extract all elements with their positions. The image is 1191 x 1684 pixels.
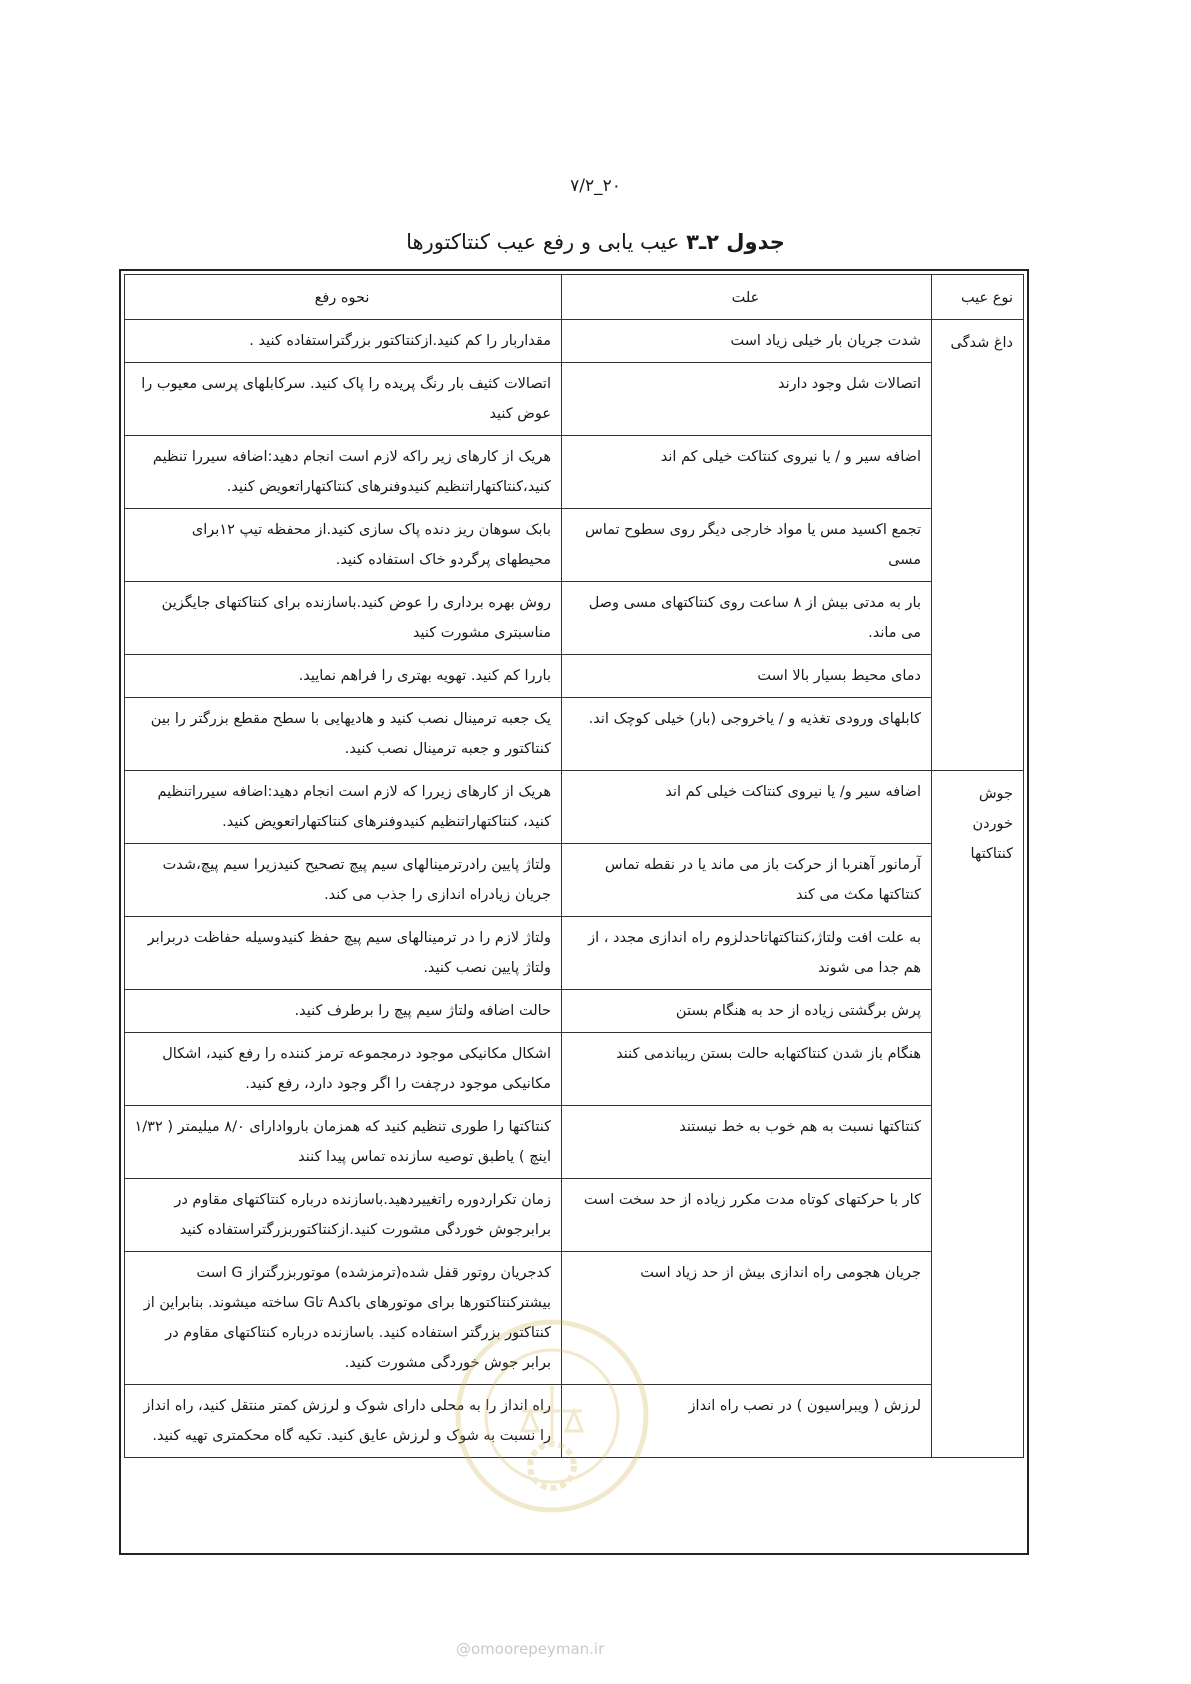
table-row (125, 1179, 1024, 1252)
table-row (125, 363, 1024, 436)
table-row (125, 990, 1024, 1033)
remedy-cell: ولتاژ پایین رادرترمینالهای سیم پیچ تصحیح کنیدزیرا سیم پیچ،شدت جریان زیادراه اندازی را جذب می کند. (125, 844, 562, 917)
table-row (125, 509, 1024, 582)
remedy-cell: راه انداز را به محلی دارای شوک و لرزش کمتر منتقل کنید، راه انداز را نسبت به شوک و لرزش عایق کنید. تکیه گاه محکمتری تهیه کنید. (125, 1385, 562, 1458)
remedy-cell: کنتاکتها را طوری تنظیم کنید که همزمان باروادارای ۸/۰ میلیمتر ( ۱/۳۲ اینچ ) یاطبق توصیه سازنده تماس پیدا کنند (125, 1106, 562, 1179)
table-row (125, 655, 1024, 698)
cause-cell: بار به مدتی بیش از ۸ ساعت روی کنتاکتهای مسی وصل می ماند. (562, 582, 932, 655)
remedy-cell: بابک سوهان ریز دنده پاک سازی کنید.از محفظه تیپ ۱۲برای محیطهای پرگردو خاک استفاده کنید. (125, 509, 562, 582)
cause-cell: کار با حرکتهای کوتاه مدت مکرر زیاده از حد سخت است (562, 1179, 932, 1252)
page-number: ۷/۲_۲۰ (570, 176, 621, 196)
remedy-cell: هریک از کارهای زیررا که لازم است انجام دهید:اضافه سیرراتنظیم کنید، کنتاکتهاراتنظیم کنیدوفنرهای کنتاکتهاراتعویض کنید. (125, 771, 562, 844)
cause-cell: کابلهای ورودی تغذیه و / یاخروجی (بار) خیلی کوچک اند. (562, 698, 932, 771)
remedy-cell: حالت اضافه ولتاژ سیم پیچ را برطرف کنید. (125, 990, 562, 1033)
cause-cell: اضافه سیر و/ یا نیروی کنتاکت خیلی کم اند (562, 771, 932, 844)
cause-cell: پرش برگشتی زیاده از حد به هنگام بستن (562, 990, 932, 1033)
table-body (125, 320, 1024, 1458)
fault-type-cell: داغ شدگی (932, 320, 1024, 771)
cause-cell: آرمانور آهنربا از حرکت باز می ماند یا در نقطه تماس کنتاکتها مکث می کند (562, 844, 932, 917)
watermark: @omoorepeyman.ir (456, 1640, 605, 1658)
table-row (125, 1033, 1024, 1106)
cause-cell: جریان هجومی راه اندازی بیش از حد زیاد است (562, 1252, 932, 1385)
table-row (125, 698, 1024, 771)
cause-cell: تجمع اکسید مس یا مواد خارجی دیگر روی سطوح تماس مسی (562, 509, 932, 582)
remedy-cell: یک جعبه ترمینال نصب کنید و هادیهایی با سطح مقطع بزرگتر را بین کنتاکتور و جعبه ترمینال نصب کنید. (125, 698, 562, 771)
cause-cell: به علت افت ولتاژ،کنتاکتهاتاحدلزوم راه اندازی مجدد ، از هم جدا می شوند (562, 917, 932, 990)
remedy-cell: مقداربار را کم کنید.ازکنتاکتور بزرگتراستفاده کنید . (125, 320, 562, 363)
cause-cell: لرزش ( ویبراسیون ) در نصب راه انداز (562, 1385, 932, 1458)
gear-seal-stamp-icon (452, 1316, 652, 1516)
fault-table (124, 274, 1024, 1458)
stamp-scale-mark (522, 1386, 582, 1441)
fault-type-cell: جوش خوردن کنتاکتها (932, 771, 1024, 1458)
cause-cell: دمای محیط بسیار بالا است (562, 655, 932, 698)
cause-cell: اضافه سیر و / یا نیروی کنتاکت خیلی کم اند (562, 436, 932, 509)
cause-cell: شدت جریان بار خیلی زیاد است (562, 320, 932, 363)
table-row (125, 844, 1024, 917)
header-remedy: نحوه رفع (125, 275, 562, 320)
table-row (125, 436, 1024, 509)
table-number: جدول ۲ـ۳ (686, 230, 785, 254)
remedy-cell: باررا کم کنید. تهویه بهتری را فراهم نمایید. (125, 655, 562, 698)
table-row (125, 1106, 1024, 1179)
remedy-cell: هریک از کارهای زیر راکه لازم است انجام دهید:اضافه سیررا تنظیم کنید،کنتاکتهاراتنظیم کنیدوفنرهای کنتاکتهاراتعویض کنید. (125, 436, 562, 509)
remedy-cell: کدجریان روتور قفل شده(ترمزشده) موتوربزرگتراز G است بیشترکنتاکتورها برای موتورهای باکدA تاG ساخته میشوند. بنابراین از کنتاکتور بزرگتر استفاده کنید. باسازنده درباره کنتاکتهای مقاوم در برابر جوش خوردگی مشورت کنید. (125, 1252, 562, 1385)
table-row (125, 582, 1024, 655)
table-row (125, 917, 1024, 990)
header-row (125, 275, 1024, 320)
remedy-cell: روش بهره برداری را عوض کنید.باسازنده برای کنتاکتهای جایگزین مناسبتری مشورت کنید (125, 582, 562, 655)
remedy-cell: ولتاژ لازم را در ترمینالهای سیم پیچ حفظ کنیدوسیله حفاظت دربرابر ولتاژ پایین نصب کنید. (125, 917, 562, 990)
remedy-cell: اشکال مکانیکی موجود درمجموعه ترمز کننده را رفع کنید، اشکال مکانیکی موجود درچفت را اگر وجود دارد، رفع کنید. (125, 1033, 562, 1106)
header-cause: علت (562, 275, 932, 320)
cause-cell: اتصالات شل وجود دارند (562, 363, 932, 436)
cause-cell: کنتاکتها نسبت به هم خوب به خط نیستند (562, 1106, 932, 1179)
remedy-cell: اتصالات کثیف بار رنگ پریده را پاک کنید. سرکابلهای پرسی معیوب را عوض کنید (125, 363, 562, 436)
remedy-cell: زمان تکراردوره راتغییردهید.باسازنده درباره کنتاکتهای مقاوم در برابرجوش خوردگی مشورت کنید.ازکنتاکتوربزرگتراستفاده کنید (125, 1179, 562, 1252)
table-row (125, 320, 1024, 363)
cause-cell: هنگام باز شدن کنتاکتهابه حالت بستن ریباندمی کنند (562, 1033, 932, 1106)
table-row (125, 771, 1024, 844)
header-type: نوع عیب (932, 275, 1024, 320)
table-title (0, 230, 1191, 254)
table-caption: عیب یابی و رفع عیب کنتاکتورها (406, 230, 680, 254)
